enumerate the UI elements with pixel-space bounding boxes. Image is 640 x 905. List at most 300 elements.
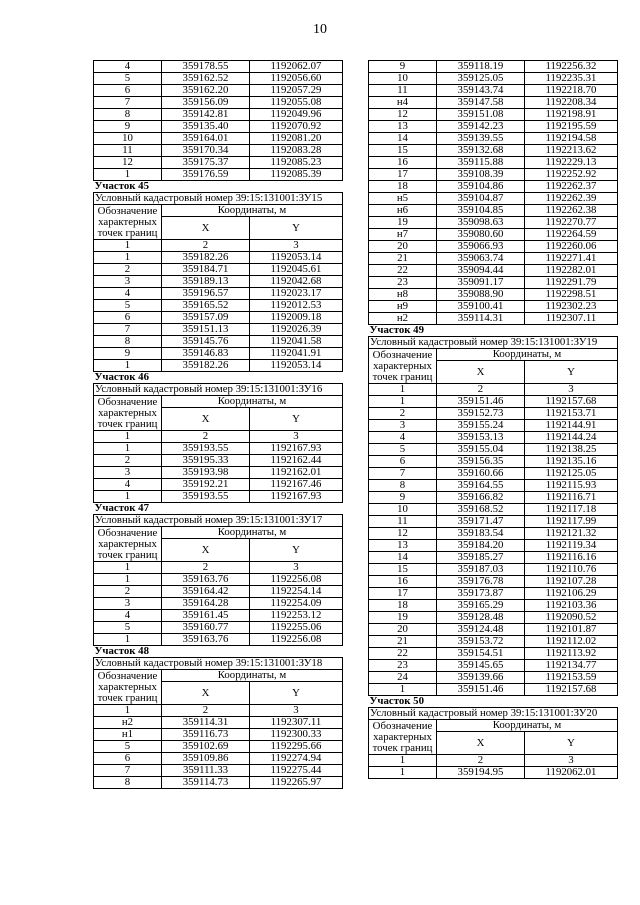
y-coordinate-cell: 1192103.36 bbox=[525, 600, 618, 612]
x-header: X bbox=[162, 682, 250, 705]
point-id-cell: 1 bbox=[369, 767, 437, 779]
y-coordinate-cell: 1192262.38 bbox=[525, 205, 618, 217]
point-id-cell: 12 bbox=[94, 157, 162, 169]
point-id-cell: 15 bbox=[369, 564, 437, 576]
y-header: Y bbox=[250, 217, 343, 240]
point-id-cell: 5 bbox=[94, 73, 162, 85]
point-id-cell: н8 bbox=[369, 289, 437, 301]
table-row bbox=[369, 85, 618, 97]
point-id-cell: 7 bbox=[94, 97, 162, 109]
point-id-cell: 5 bbox=[369, 444, 437, 456]
table-row bbox=[369, 241, 618, 253]
x-coordinate-cell: 359183.54 bbox=[437, 528, 525, 540]
table-row bbox=[369, 301, 618, 313]
table-row bbox=[369, 313, 618, 325]
x-coordinate-cell: 359094.44 bbox=[437, 265, 525, 277]
cadastral-number-row bbox=[94, 384, 343, 396]
right-column bbox=[368, 60, 617, 779]
point-id-cell: 10 bbox=[369, 504, 437, 516]
table-row bbox=[369, 396, 618, 408]
table-row bbox=[94, 240, 343, 252]
y-coordinate-cell: 1192083.28 bbox=[250, 145, 343, 157]
table-row bbox=[369, 648, 618, 660]
table-row bbox=[369, 169, 618, 181]
y-coordinate-cell: 1192009.18 bbox=[250, 312, 343, 324]
x-coordinate-cell: 2 bbox=[437, 755, 525, 767]
y-coordinate-cell: 1192062.01 bbox=[525, 767, 618, 779]
point-id-cell: 2 bbox=[369, 408, 437, 420]
x-coordinate-cell: 359182.26 bbox=[162, 360, 250, 372]
table-row bbox=[369, 480, 618, 492]
x-coordinate-cell: 359153.13 bbox=[437, 432, 525, 444]
x-coordinate-cell: 359189.13 bbox=[162, 276, 250, 288]
table-row bbox=[369, 145, 618, 157]
x-header: X bbox=[437, 732, 525, 755]
table-row bbox=[369, 684, 618, 696]
x-coordinate-cell: 359171.47 bbox=[437, 516, 525, 528]
table-row bbox=[369, 121, 618, 133]
table-row bbox=[94, 491, 343, 503]
point-id-cell: 1 bbox=[369, 384, 437, 396]
table-row bbox=[94, 85, 343, 97]
x-coordinate-cell: 359184.71 bbox=[162, 264, 250, 276]
y-coordinate-cell: 1192110.76 bbox=[525, 564, 618, 576]
point-id-cell: 6 bbox=[94, 312, 162, 324]
table-row bbox=[94, 324, 343, 336]
coordinates-header: Координаты, м bbox=[162, 670, 343, 682]
coordinates-header: Координаты, м bbox=[437, 720, 618, 732]
table-row bbox=[94, 562, 343, 574]
table-row bbox=[369, 576, 618, 588]
point-id-cell: 20 bbox=[369, 624, 437, 636]
point-id-cell: 8 bbox=[94, 777, 162, 789]
y-coordinate-cell: 1192256.08 bbox=[250, 634, 343, 646]
table-row bbox=[369, 564, 618, 576]
y-coordinate-cell: 1192135.16 bbox=[525, 456, 618, 468]
x-coordinate-cell: 359164.01 bbox=[162, 133, 250, 145]
point-id-cell: 3 bbox=[94, 598, 162, 610]
y-coordinate-cell: 1192121.32 bbox=[525, 528, 618, 540]
y-coordinate-cell: 1192112.02 bbox=[525, 636, 618, 648]
x-coordinate-cell: 359066.93 bbox=[437, 241, 525, 253]
y-coordinate-cell: 1192213.62 bbox=[525, 145, 618, 157]
point-id-cell: 5 bbox=[94, 622, 162, 634]
x-coordinate-cell: 359193.55 bbox=[162, 443, 250, 455]
y-coordinate-cell: 1192134.77 bbox=[525, 660, 618, 672]
x-coordinate-cell: 359196.57 bbox=[162, 288, 250, 300]
y-coordinate-cell: 1192252.92 bbox=[525, 169, 618, 181]
designation-header: Обозначение характерных точек границ bbox=[94, 205, 162, 240]
y-header: Y bbox=[250, 539, 343, 562]
x-coordinate-cell: 359080.60 bbox=[437, 229, 525, 241]
y-coordinate-cell: 1192057.29 bbox=[250, 85, 343, 97]
table-row bbox=[369, 504, 618, 516]
y-coordinate-cell: 1192107.28 bbox=[525, 576, 618, 588]
x-coordinate-cell: 359124.48 bbox=[437, 624, 525, 636]
point-id-cell: 4 bbox=[94, 288, 162, 300]
x-coordinate-cell: 359109.86 bbox=[162, 753, 250, 765]
y-coordinate-cell: 1192117.18 bbox=[525, 504, 618, 516]
point-id-cell: 1 bbox=[94, 360, 162, 372]
table-row bbox=[94, 336, 343, 348]
x-coordinate-cell: 359063.74 bbox=[437, 253, 525, 265]
y-coordinate-cell: 1192115.93 bbox=[525, 480, 618, 492]
point-id-cell: 1 bbox=[94, 252, 162, 264]
point-id-cell: 8 bbox=[94, 336, 162, 348]
x-coordinate-cell: 359168.52 bbox=[437, 504, 525, 516]
x-coordinate-cell: 359155.24 bbox=[437, 420, 525, 432]
table-row bbox=[94, 610, 343, 622]
x-coordinate-cell: 2 bbox=[162, 431, 250, 443]
table-row bbox=[94, 61, 343, 73]
y-coordinate-cell: 1192012.53 bbox=[250, 300, 343, 312]
y-coordinate-cell: 1192090.52 bbox=[525, 612, 618, 624]
table-row bbox=[369, 205, 618, 217]
table-row bbox=[369, 552, 618, 564]
coordinates-table bbox=[368, 60, 618, 779]
cadastral-number-row bbox=[94, 193, 343, 205]
point-id-cell: 9 bbox=[94, 348, 162, 360]
table-row bbox=[94, 705, 343, 717]
y-coordinate-cell: 1192055.08 bbox=[250, 97, 343, 109]
x-coordinate-cell: 359164.55 bbox=[437, 480, 525, 492]
parcel-heading-row bbox=[94, 646, 343, 658]
point-id-cell: 1 bbox=[369, 396, 437, 408]
table-row bbox=[369, 97, 618, 109]
x-coordinate-cell: 359142.81 bbox=[162, 109, 250, 121]
table-row bbox=[94, 109, 343, 121]
table-row bbox=[94, 121, 343, 133]
point-id-cell: 6 bbox=[94, 753, 162, 765]
x-coordinate-cell: 359118.19 bbox=[437, 61, 525, 73]
y-coordinate-cell: 1192041.91 bbox=[250, 348, 343, 360]
point-id-cell: н2 bbox=[369, 313, 437, 325]
table-row bbox=[369, 73, 618, 85]
y-coordinate-cell: 1192208.34 bbox=[525, 97, 618, 109]
x-coordinate-cell: 359146.83 bbox=[162, 348, 250, 360]
point-id-cell: 1 bbox=[94, 431, 162, 443]
point-id-cell: 1 bbox=[94, 491, 162, 503]
table-row bbox=[94, 467, 343, 479]
y-coordinate-cell: 3 bbox=[250, 562, 343, 574]
table-row bbox=[369, 588, 618, 600]
point-id-cell: 14 bbox=[369, 552, 437, 564]
x-coordinate-cell: 359184.20 bbox=[437, 540, 525, 552]
y-coordinate-cell: 1192300.33 bbox=[250, 729, 343, 741]
x-coordinate-cell: 359114.31 bbox=[437, 313, 525, 325]
x-coordinate-cell: 359160.77 bbox=[162, 622, 250, 634]
x-coordinate-cell: 359178.55 bbox=[162, 61, 250, 73]
point-id-cell: 3 bbox=[94, 467, 162, 479]
x-coordinate-cell: 359104.86 bbox=[437, 181, 525, 193]
x-coordinate-cell: 359114.73 bbox=[162, 777, 250, 789]
x-coordinate-cell: 359147.58 bbox=[437, 97, 525, 109]
point-id-cell: 4 bbox=[94, 479, 162, 491]
y-coordinate-cell: 1192282.01 bbox=[525, 265, 618, 277]
y-coordinate-cell: 1192101.87 bbox=[525, 624, 618, 636]
y-coordinate-cell: 3 bbox=[525, 755, 618, 767]
x-coordinate-cell: 359156.35 bbox=[437, 456, 525, 468]
x-coordinate-cell: 359143.74 bbox=[437, 85, 525, 97]
y-coordinate-cell: 1192167.93 bbox=[250, 491, 343, 503]
point-id-cell: 2 bbox=[94, 455, 162, 467]
table-row bbox=[94, 264, 343, 276]
cadastral-number-row bbox=[94, 515, 343, 527]
table-row bbox=[94, 348, 343, 360]
x-header: X bbox=[162, 217, 250, 240]
point-id-cell: 1 bbox=[94, 169, 162, 181]
y-coordinate-cell: 1192302.23 bbox=[525, 301, 618, 313]
y-coordinate-cell: 1192116.16 bbox=[525, 552, 618, 564]
y-coordinate-cell: 1192162.44 bbox=[250, 455, 343, 467]
table-row bbox=[369, 624, 618, 636]
x-coordinate-cell: 359193.98 bbox=[162, 467, 250, 479]
x-coordinate-cell: 359139.55 bbox=[437, 133, 525, 145]
y-coordinate-cell: 1192026.39 bbox=[250, 324, 343, 336]
table-header-row bbox=[94, 670, 343, 682]
y-coordinate-cell: 1192116.71 bbox=[525, 492, 618, 504]
point-id-cell: н9 bbox=[369, 301, 437, 313]
y-coordinate-cell: 1192106.29 bbox=[525, 588, 618, 600]
y-coordinate-cell: 1192049.96 bbox=[250, 109, 343, 121]
y-coordinate-cell: 1192138.25 bbox=[525, 444, 618, 456]
x-coordinate-cell: 359142.23 bbox=[437, 121, 525, 133]
designation-header: Обозначение характерных точек границ bbox=[369, 720, 437, 755]
x-coordinate-cell: 359145.76 bbox=[162, 336, 250, 348]
x-coordinate-cell: 359162.20 bbox=[162, 85, 250, 97]
table-row bbox=[94, 97, 343, 109]
left-column bbox=[93, 60, 342, 789]
x-coordinate-cell: 359187.03 bbox=[437, 564, 525, 576]
x-coordinate-cell: 359156.09 bbox=[162, 97, 250, 109]
x-coordinate-cell: 359115.88 bbox=[437, 157, 525, 169]
y-coordinate-cell: 1192167.46 bbox=[250, 479, 343, 491]
point-id-cell: 1 bbox=[94, 634, 162, 646]
table-row bbox=[369, 384, 618, 396]
y-header: Y bbox=[525, 732, 618, 755]
y-coordinate-cell: 1192153.71 bbox=[525, 408, 618, 420]
y-coordinate-cell: 1192274.94 bbox=[250, 753, 343, 765]
x-coordinate-cell: 359139.66 bbox=[437, 672, 525, 684]
cadastral-number-row bbox=[369, 337, 618, 349]
y-coordinate-cell: 1192253.12 bbox=[250, 610, 343, 622]
y-coordinate-cell: 1192256.32 bbox=[525, 61, 618, 73]
point-id-cell: 2 bbox=[94, 264, 162, 276]
point-id-cell: 23 bbox=[369, 277, 437, 289]
x-coordinate-cell: 359151.46 bbox=[437, 396, 525, 408]
table-row bbox=[94, 300, 343, 312]
x-coordinate-cell: 359175.37 bbox=[162, 157, 250, 169]
x-coordinate-cell: 359173.87 bbox=[437, 588, 525, 600]
parcel-heading-row bbox=[94, 181, 343, 193]
coordinates-header: Координаты, м bbox=[437, 349, 618, 361]
coordinates-header: Координаты, м bbox=[162, 527, 343, 539]
table-header-row bbox=[369, 720, 618, 732]
y-coordinate-cell: 1192085.39 bbox=[250, 169, 343, 181]
table-header-row bbox=[369, 349, 618, 361]
x-coordinate-cell: 359154.51 bbox=[437, 648, 525, 660]
y-coordinate-cell: 1192144.91 bbox=[525, 420, 618, 432]
point-id-cell: 1 bbox=[94, 443, 162, 455]
point-id-cell: 18 bbox=[369, 600, 437, 612]
table-row bbox=[94, 443, 343, 455]
point-id-cell: 21 bbox=[369, 253, 437, 265]
table-row bbox=[369, 468, 618, 480]
x-coordinate-cell: 359160.66 bbox=[437, 468, 525, 480]
y-coordinate-cell: 1192307.11 bbox=[525, 313, 618, 325]
table-row bbox=[94, 431, 343, 443]
y-header: Y bbox=[525, 361, 618, 384]
point-id-cell: 4 bbox=[94, 61, 162, 73]
parcel-heading: Участок 46 bbox=[94, 371, 149, 383]
x-coordinate-cell: 359155.04 bbox=[437, 444, 525, 456]
y-coordinate-cell: 1192085.23 bbox=[250, 157, 343, 169]
table-row bbox=[369, 492, 618, 504]
y-coordinate-cell: 1192264.59 bbox=[525, 229, 618, 241]
table-row bbox=[369, 420, 618, 432]
x-coordinate-cell: 359152.73 bbox=[437, 408, 525, 420]
point-id-cell: 23 bbox=[369, 660, 437, 672]
x-coordinate-cell: 359108.39 bbox=[437, 169, 525, 181]
x-coordinate-cell: 359164.28 bbox=[162, 598, 250, 610]
designation-header: Обозначение характерных точек границ bbox=[369, 349, 437, 384]
point-id-cell: 3 bbox=[94, 276, 162, 288]
point-id-cell: 8 bbox=[94, 109, 162, 121]
x-coordinate-cell: 359192.21 bbox=[162, 479, 250, 491]
cadastral-number: Условный кадастровый номер 39:15:131001:ЗУ18 bbox=[94, 658, 343, 670]
point-id-cell: 22 bbox=[369, 265, 437, 277]
point-id-cell: 10 bbox=[369, 73, 437, 85]
y-coordinate-cell: 1192162.01 bbox=[250, 467, 343, 479]
designation-header: Обозначение характерных точек границ bbox=[94, 670, 162, 705]
y-coordinate-cell: 1192117.99 bbox=[525, 516, 618, 528]
point-id-cell: 1 bbox=[369, 684, 437, 696]
x-coordinate-cell: 359193.55 bbox=[162, 491, 250, 503]
parcel-heading: Участок 48 bbox=[94, 645, 149, 657]
table-header-row bbox=[94, 205, 343, 217]
table-row bbox=[369, 636, 618, 648]
x-coordinate-cell: 359088.90 bbox=[437, 289, 525, 301]
y-coordinate-cell: 1192291.79 bbox=[525, 277, 618, 289]
y-coordinate-cell: 1192275.44 bbox=[250, 765, 343, 777]
point-id-cell: 24 bbox=[369, 672, 437, 684]
point-id-cell: 14 bbox=[369, 133, 437, 145]
y-coordinate-cell: 3 bbox=[250, 705, 343, 717]
point-id-cell: 4 bbox=[369, 432, 437, 444]
y-coordinate-cell: 1192081.20 bbox=[250, 133, 343, 145]
x-coordinate-cell: 359163.76 bbox=[162, 574, 250, 586]
table-row bbox=[369, 253, 618, 265]
y-coordinate-cell: 1192271.41 bbox=[525, 253, 618, 265]
y-coordinate-cell: 1192195.59 bbox=[525, 121, 618, 133]
table-row bbox=[94, 729, 343, 741]
point-id-cell: н5 bbox=[369, 193, 437, 205]
x-coordinate-cell: 359161.45 bbox=[162, 610, 250, 622]
table-row bbox=[94, 360, 343, 372]
cadastral-number: Условный кадастровый номер 39:15:131001:ЗУ15 bbox=[94, 193, 343, 205]
point-id-cell: н2 bbox=[94, 717, 162, 729]
x-coordinate-cell: 359098.63 bbox=[437, 217, 525, 229]
point-id-cell: 19 bbox=[369, 612, 437, 624]
table-row bbox=[369, 600, 618, 612]
y-coordinate-cell: 1192062.07 bbox=[250, 61, 343, 73]
point-id-cell: 5 bbox=[94, 741, 162, 753]
y-coordinate-cell: 1192254.14 bbox=[250, 586, 343, 598]
point-id-cell: 4 bbox=[94, 610, 162, 622]
y-coordinate-cell: 1192157.68 bbox=[525, 396, 618, 408]
point-id-cell: 7 bbox=[94, 324, 162, 336]
coordinates-header: Координаты, м bbox=[162, 396, 343, 408]
table-row bbox=[94, 586, 343, 598]
x-coordinate-cell: 359128.48 bbox=[437, 612, 525, 624]
x-coordinate-cell: 2 bbox=[162, 705, 250, 717]
table-row bbox=[94, 133, 343, 145]
y-coordinate-cell: 1192053.14 bbox=[250, 252, 343, 264]
table-row bbox=[94, 157, 343, 169]
table-row bbox=[94, 276, 343, 288]
x-coordinate-cell: 359162.52 bbox=[162, 73, 250, 85]
cadastral-number-row bbox=[369, 708, 618, 720]
x-coordinate-cell: 359125.05 bbox=[437, 73, 525, 85]
point-id-cell: 16 bbox=[369, 576, 437, 588]
coordinates-header: Координаты, м bbox=[162, 205, 343, 217]
table-row bbox=[369, 181, 618, 193]
cadastral-number-row bbox=[94, 658, 343, 670]
table-row bbox=[369, 265, 618, 277]
y-header: Y bbox=[250, 682, 343, 705]
y-coordinate-cell: 1192053.14 bbox=[250, 360, 343, 372]
point-id-cell: 11 bbox=[369, 85, 437, 97]
y-coordinate-cell: 1192041.58 bbox=[250, 336, 343, 348]
point-id-cell: 21 bbox=[369, 636, 437, 648]
point-id-cell: н6 bbox=[369, 205, 437, 217]
y-coordinate-cell: 1192125.05 bbox=[525, 468, 618, 480]
x-coordinate-cell: 359176.59 bbox=[162, 169, 250, 181]
point-id-cell: 13 bbox=[369, 540, 437, 552]
y-coordinate-cell: 1192255.06 bbox=[250, 622, 343, 634]
parcel-heading: Участок 49 bbox=[369, 324, 424, 336]
x-coordinate-cell: 359135.40 bbox=[162, 121, 250, 133]
x-coordinate-cell: 359194.95 bbox=[437, 767, 525, 779]
x-coordinate-cell: 359151.08 bbox=[437, 109, 525, 121]
table-row bbox=[369, 432, 618, 444]
table-row bbox=[94, 73, 343, 85]
table-row bbox=[94, 741, 343, 753]
table-row bbox=[369, 456, 618, 468]
point-id-cell: 2 bbox=[94, 586, 162, 598]
table-row bbox=[94, 169, 343, 181]
table-row bbox=[369, 408, 618, 420]
point-id-cell: 7 bbox=[94, 765, 162, 777]
table-row bbox=[94, 455, 343, 467]
x-header: X bbox=[162, 408, 250, 431]
table-row bbox=[369, 157, 618, 169]
parcel-heading-row bbox=[94, 372, 343, 384]
parcel-heading-row bbox=[94, 503, 343, 515]
point-id-cell: 12 bbox=[369, 109, 437, 121]
parcel-heading-row bbox=[369, 325, 618, 337]
y-coordinate-cell: 1192113.92 bbox=[525, 648, 618, 660]
point-id-cell: н7 bbox=[369, 229, 437, 241]
cadastral-number: Условный кадастровый номер 39:15:131001:ЗУ19 bbox=[369, 337, 618, 349]
y-coordinate-cell: 1192307.11 bbox=[250, 717, 343, 729]
parcel-heading: Участок 45 bbox=[94, 180, 149, 192]
x-coordinate-cell: 359104.87 bbox=[437, 193, 525, 205]
point-id-cell: н1 bbox=[94, 729, 162, 741]
point-id-cell: 18 bbox=[369, 181, 437, 193]
designation-header: Обозначение характерных точек границ bbox=[94, 527, 162, 562]
table-row bbox=[94, 252, 343, 264]
